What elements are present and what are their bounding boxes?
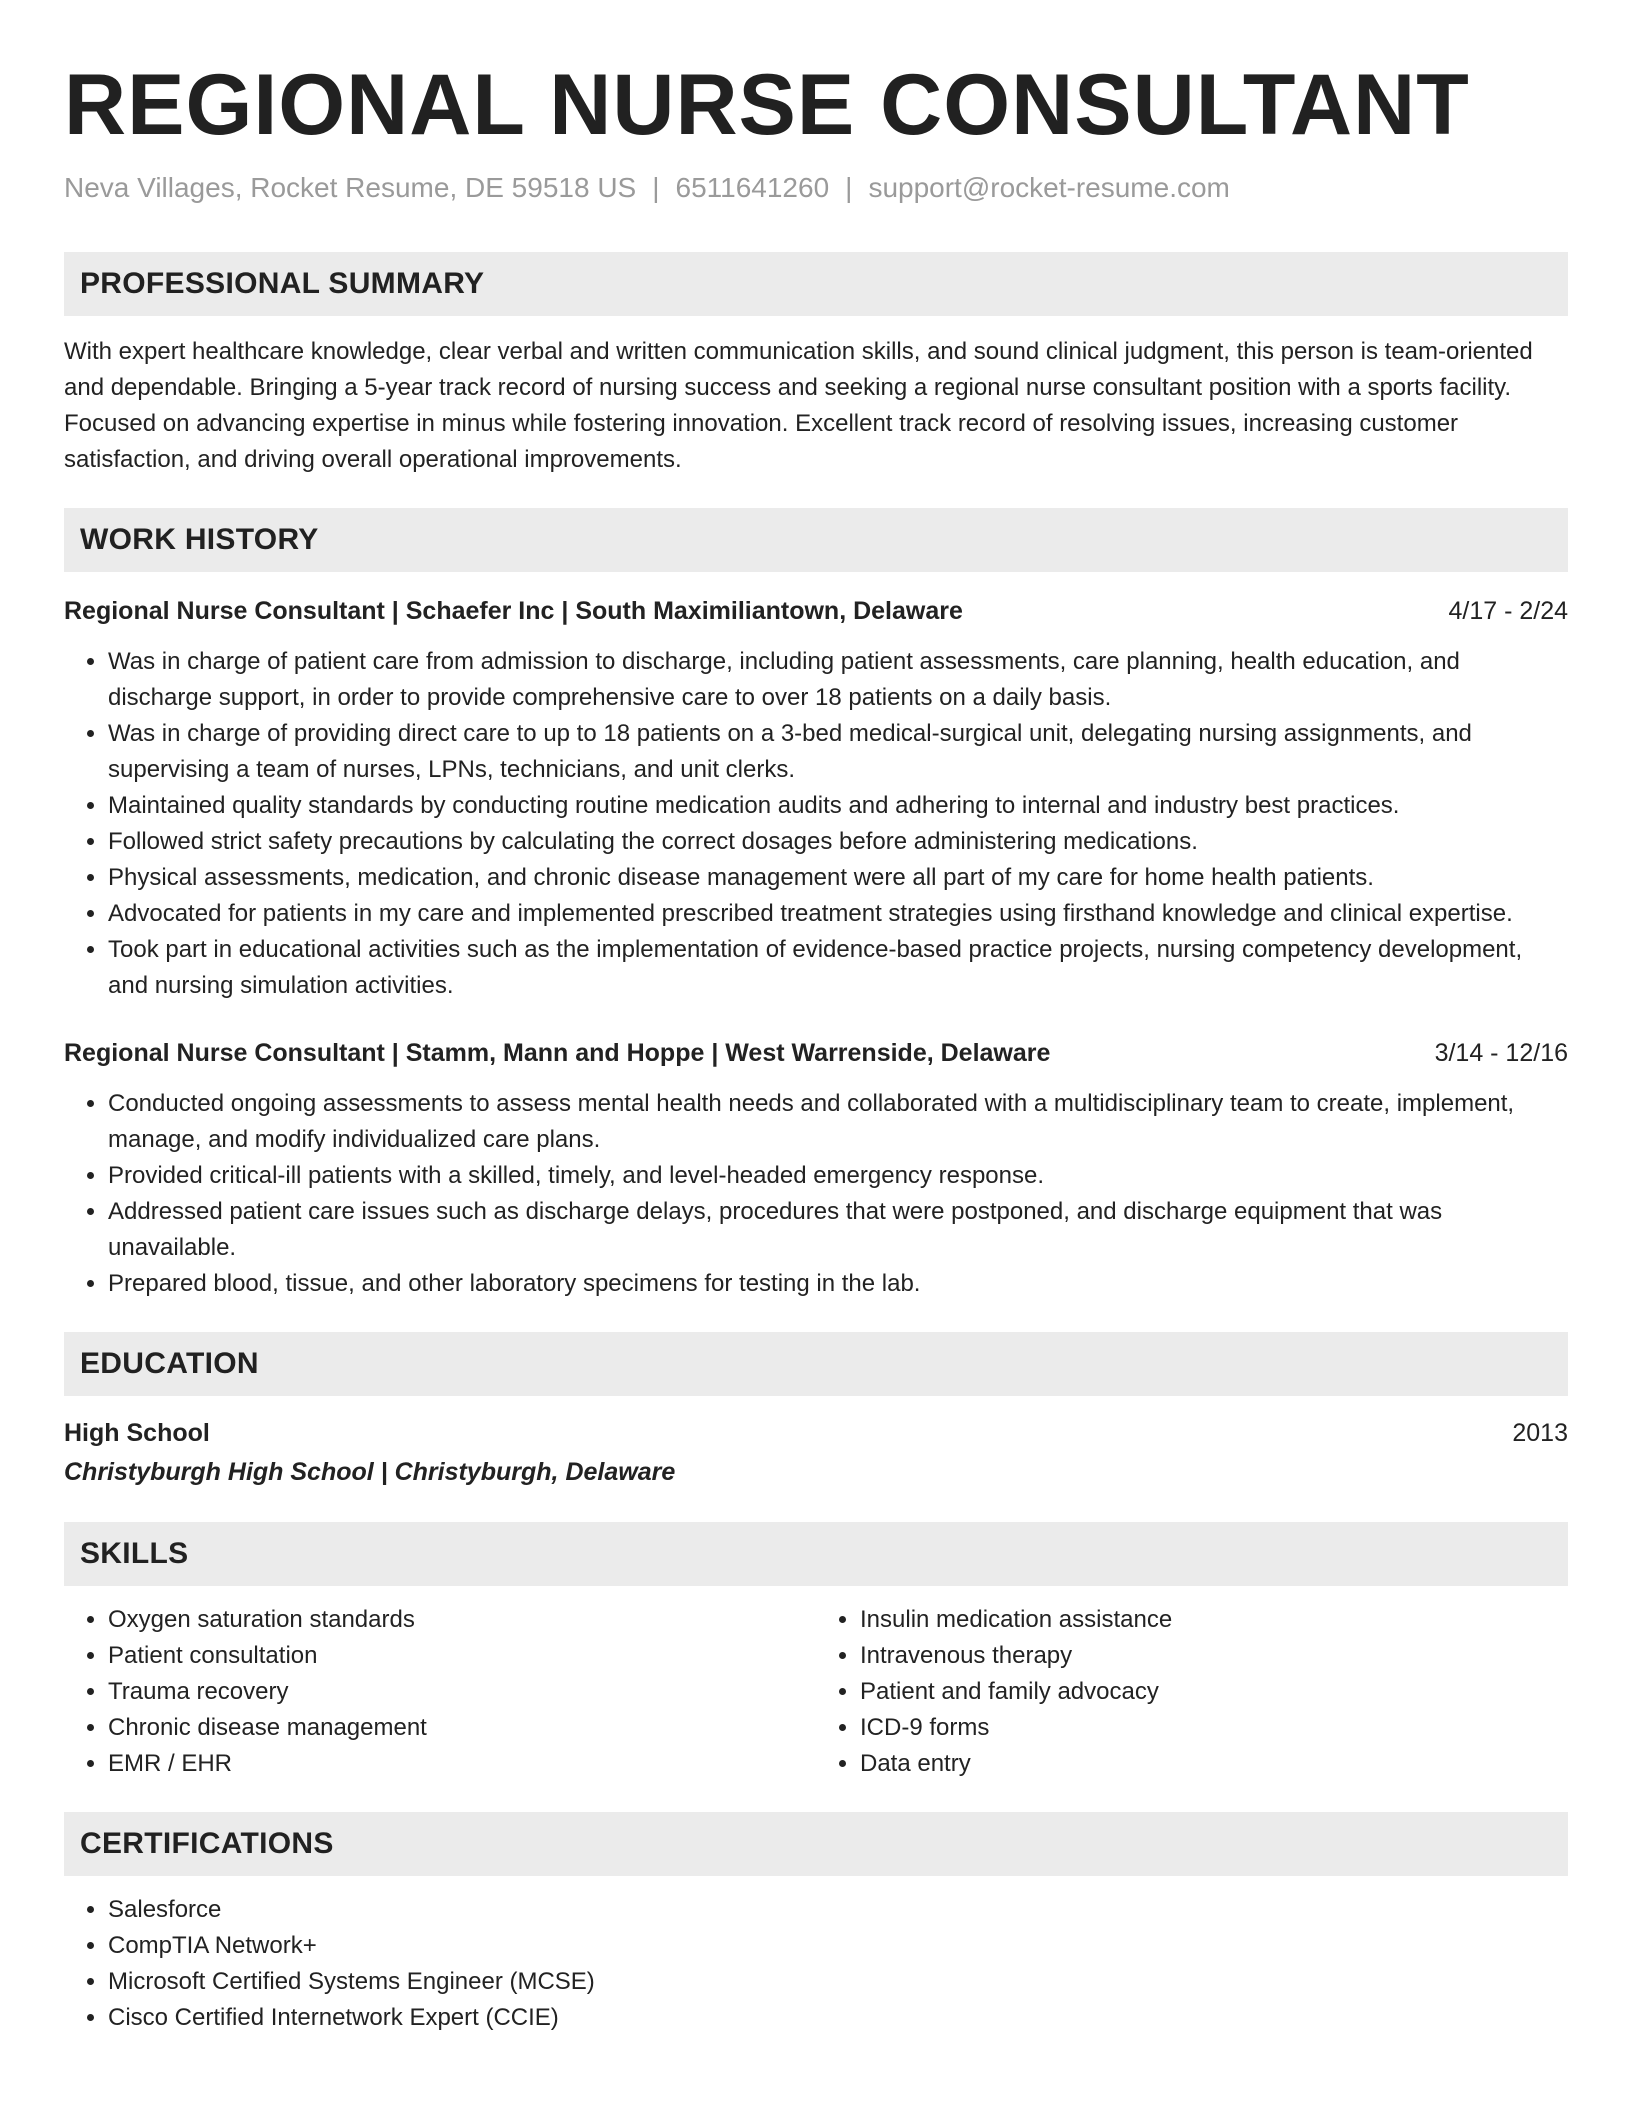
- job-dates: 4/17 - 2/24: [1448, 597, 1568, 625]
- skill-item: • Trauma recovery: [108, 1674, 816, 1710]
- section-header-skills: SKILLS: [64, 1522, 1568, 1586]
- skills-column-left: [64, 1602, 816, 1782]
- skill-item: • Patient and family advocacy: [860, 1674, 1568, 1710]
- contact-address: Neva Villages, Rocket Resume, DE 59518 US: [64, 172, 637, 203]
- job-bullet: • Prepared blood, tissue, and other laboratory specimens for testing in the lab.: [108, 1266, 1568, 1302]
- job-bullets: [64, 1086, 1568, 1302]
- job-title: Regional Nurse Consultant | Stamm, Mann and Hoppe | West Warrenside, Delaware: [64, 1039, 1051, 1067]
- contact-phone: 6511641260: [675, 172, 830, 203]
- contact-email: support@rocket-resume.com: [868, 172, 1230, 203]
- certification-item: • Salesforce: [108, 1892, 1568, 1928]
- section-header-summary: PROFESSIONAL SUMMARY: [64, 252, 1568, 316]
- certifications-list: [64, 1892, 1568, 2036]
- job-bullet: • Took part in educational activities such as the implementation of evidence-based practice projects, nursing competency development, and nursing simulation activities.: [108, 932, 1568, 1004]
- contact-separator: |: [652, 172, 660, 203]
- contact-separator: |: [845, 172, 853, 203]
- education-header: [64, 1414, 1568, 1452]
- job-bullet: • Was in charge of patient care from admission to discharge, including patient assessments, care planning, health education, and discharge support, in order to provide comprehensive care to over 18 patients on a daily basis.: [108, 644, 1568, 716]
- skill-item: • Intravenous therapy: [860, 1638, 1568, 1674]
- skill-item: • Chronic disease management: [108, 1710, 816, 1746]
- job-bullets: [64, 644, 1568, 1004]
- skill-item: • Insulin medication assistance: [860, 1602, 1568, 1638]
- job-title: Regional Nurse Consultant | Schaefer Inc | South Maximiliantown, Delaware: [64, 597, 963, 625]
- certification-item: • CompTIA Network+: [108, 1928, 1568, 1964]
- job-bullet: • Maintained quality standards by conducting routine medication audits and adhering to internal and industry best practices.: [108, 788, 1568, 824]
- skill-item: • EMR / EHR: [108, 1746, 816, 1782]
- section-header-education: EDUCATION: [64, 1332, 1568, 1396]
- education-entry: [64, 1414, 1568, 1492]
- section-header-certifications: CERTIFICATIONS: [64, 1812, 1568, 1876]
- job-bullet: • Followed strict safety precautions by calculating the correct dosages before administering medications.: [108, 824, 1568, 860]
- job-bullet: • Addressed patient care issues such as discharge delays, procedures that were postponed, and discharge equipment that was unavailable.: [108, 1194, 1568, 1266]
- skill-item: • Data entry: [860, 1746, 1568, 1782]
- job-bullet: • Conducted ongoing assessments to assess mental health needs and collaborated with a multidisciplinary team to create, implement, manage, and modify individualized care plans.: [108, 1086, 1568, 1158]
- candidate-name: REGIONAL NURSE CONSULTANT: [64, 57, 1470, 153]
- certification-item: • Microsoft Certified Systems Engineer (MCSE): [108, 1964, 1568, 2000]
- summary-text: With expert healthcare knowledge, clear verbal and written communication skills, and sound clinical judgment, this person is team-oriented and dependable. Bringing a 5-year track record of nursing success and seeking a regional nurse consultant position with a sports facility. Focused on advancing expertise in minus while fostering innovation. Excellent track record of resolving issues, increasing customer satisfaction, and driving overall operational improvements.: [64, 338, 1533, 473]
- section-header-work-history: WORK HISTORY: [64, 508, 1568, 572]
- job-header: [64, 1036, 1568, 1070]
- job-dates: 3/14 - 12/16: [1434, 1039, 1568, 1067]
- skills-list: [64, 1602, 1568, 1782]
- skill-item: • ICD-9 forms: [860, 1710, 1568, 1746]
- contact-line: [64, 168, 1568, 208]
- skill-item: • Patient consultation: [108, 1638, 816, 1674]
- job-entry: [64, 594, 1568, 1004]
- job-bullet: • Advocated for patients in my care and implemented prescribed treatment strategies using firsthand knowledge and clinical expertise.: [108, 896, 1568, 932]
- skill-item: • Oxygen saturation standards: [108, 1602, 816, 1638]
- education-school: Christyburgh High School | Christyburgh, Delaware: [64, 1458, 676, 1486]
- education-year: 2013: [1512, 1419, 1568, 1447]
- job-entry: [64, 1036, 1568, 1302]
- job-bullet: • Was in charge of providing direct care to up to 18 patients on a 3-bed medical-surgical unit, delegating nursing assignments, and supervising a team of nurses, LPNs, technicians, and unit clerks.: [108, 716, 1568, 788]
- job-bullet: • Provided critical-ill patients with a skilled, timely, and level-headed emergency response.: [108, 1158, 1568, 1194]
- certification-item: • Cisco Certified Internetwork Expert (CCIE): [108, 2000, 1568, 2036]
- job-header: [64, 594, 1568, 628]
- education-degree: High School: [64, 1419, 210, 1447]
- job-bullet: • Physical assessments, medication, and chronic disease management were all part of my care for home health patients.: [108, 860, 1568, 896]
- skills-column-right: [816, 1602, 1568, 1782]
